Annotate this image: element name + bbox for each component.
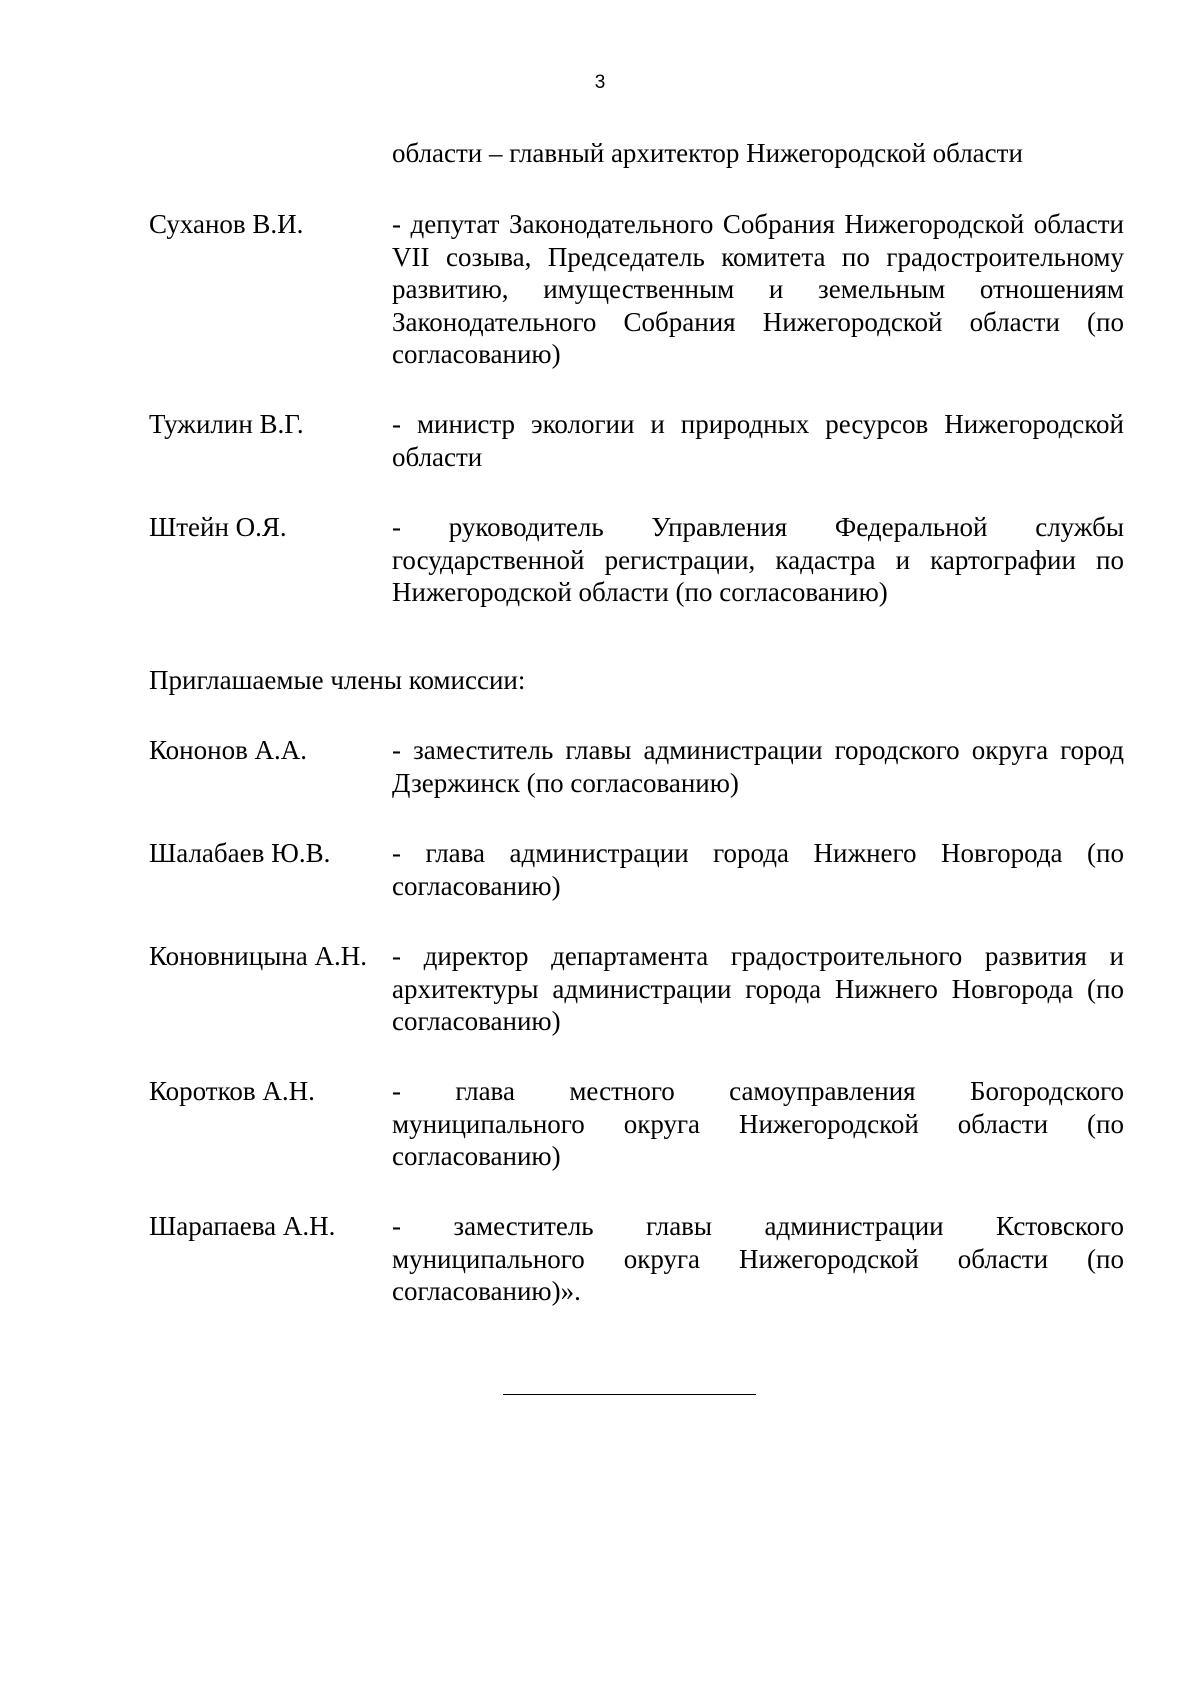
member-role: - глава администрации города Нижнего Новгорода (по согласованию) bbox=[392, 838, 1124, 901]
member-entry bbox=[149, 208, 1124, 371]
member-name: Коротков А.Н. bbox=[149, 1076, 315, 1106]
member-name: Штейн О.Я. bbox=[149, 512, 287, 542]
page-number: 3 bbox=[594, 72, 606, 93]
member-role: - руководитель Управления Федеральной службы государственной регистрации, кадастра и картографии по Нижегородской области (по согласованию) bbox=[392, 512, 1124, 607]
invited-member-entry bbox=[149, 1075, 1124, 1173]
invited-members-heading: Приглашаемые члены комиссии: bbox=[149, 665, 526, 695]
end-divider-line bbox=[503, 1394, 756, 1395]
member-role: - директор департамента градостроительного развития и архитектуры администрации города Нижнего Новгорода (по согласованию) bbox=[392, 941, 1124, 1036]
member-role: - депутат Законодательного Собрания Нижегородской области VII созыва, Председатель комитета по градостроительному развитию, имущественным и земельным отношениям Законодательного Собрания Нижегородской области (по согласованию) bbox=[392, 209, 1124, 369]
member-role: - заместитель главы администрации Кстовского муниципального округа Нижегородской области (по согласованию)». bbox=[392, 1211, 1124, 1306]
member-name: Суханов В.И. bbox=[149, 209, 304, 239]
invited-member-entry bbox=[149, 734, 1124, 799]
member-name: Тужилин В.Г. bbox=[149, 409, 304, 439]
continuation-text: области – главный архитектор Нижегородской области bbox=[392, 138, 1023, 168]
member-entry bbox=[149, 408, 1124, 473]
member-name: Кононов А.А. bbox=[149, 735, 308, 765]
member-name: Коновницына А.Н. bbox=[149, 941, 368, 971]
member-role: - заместитель главы администрации городского округа город Дзержинск (по согласованию) bbox=[392, 735, 1124, 798]
member-name: Шалабаев Ю.В. bbox=[149, 838, 331, 868]
member-entry bbox=[149, 511, 1124, 609]
member-role: - министр экологии и природных ресурсов Нижегородской области bbox=[392, 409, 1124, 472]
invited-member-entry bbox=[149, 1210, 1124, 1308]
invited-member-entry bbox=[149, 837, 1124, 902]
member-role: - глава местного самоуправления Богородского муниципального округа Нижегородской области (по согласованию) bbox=[392, 1076, 1124, 1171]
member-name: Шарапаева А.Н. bbox=[149, 1211, 336, 1241]
invited-member-entry bbox=[149, 940, 1124, 1038]
